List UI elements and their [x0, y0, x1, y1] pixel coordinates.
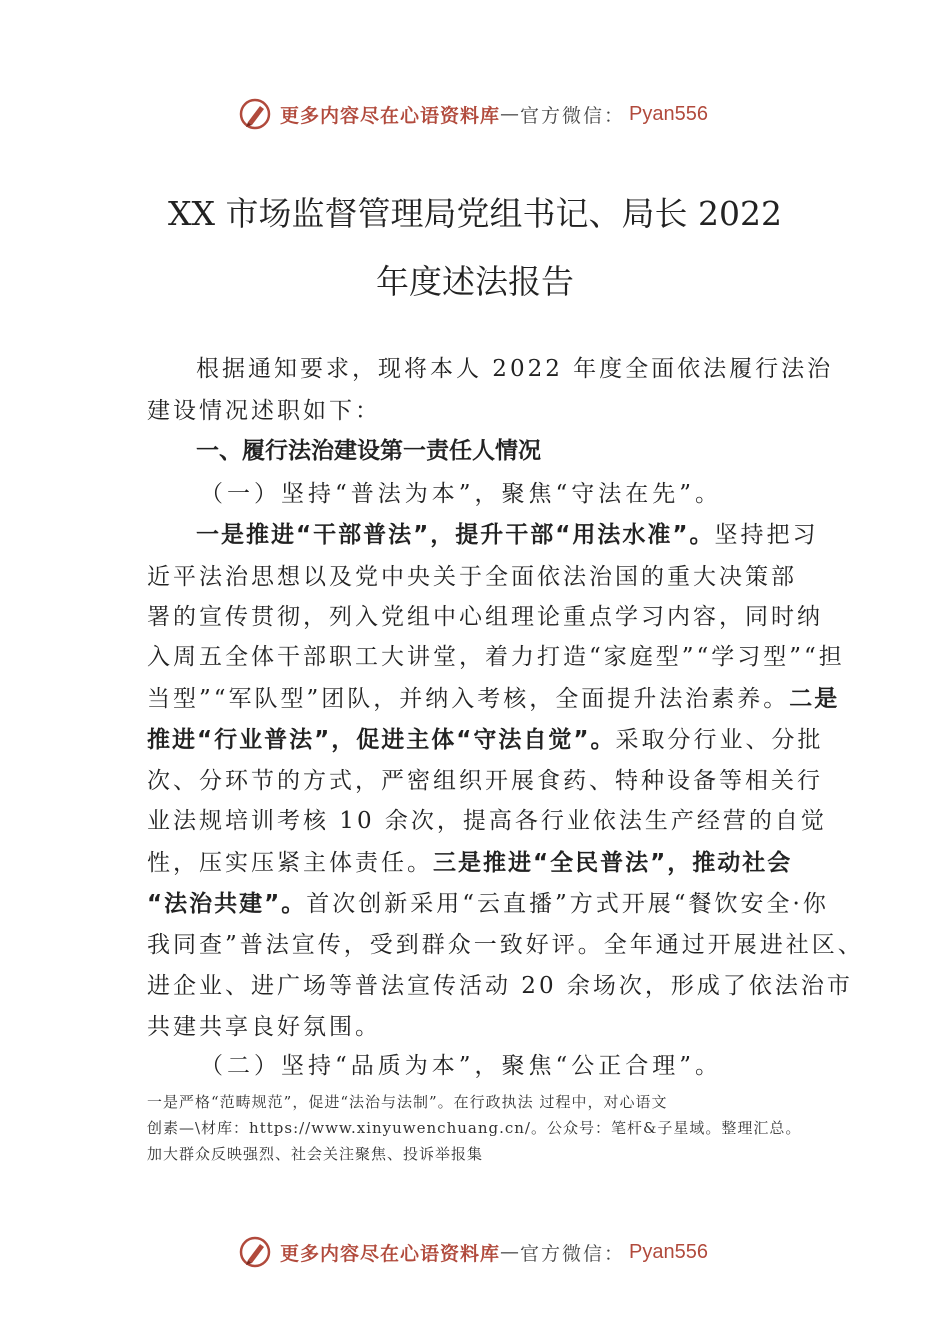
- paragraph-line: [147, 721, 823, 754]
- text-run: 采取分行业、分批: [615, 727, 824, 753]
- pen-logo-icon: [238, 97, 272, 131]
- paragraph-line: 次、分环节的方式，严密组织开展食药、特种设备等相关行: [147, 768, 823, 794]
- banner-wechat-label: 官方微信：: [520, 1242, 626, 1265]
- small-print-line: 一是严格“范畴规范”，促进“法治与法制”。在行政执法 过程中，对心语文: [147, 1093, 668, 1111]
- paragraph-line: 进企业、进广场等普法宣传活动 20 余场次，形成了依法治市: [147, 973, 853, 999]
- header-banner: [238, 94, 708, 134]
- paragraph-line: 共建共享良好氛围。: [147, 1014, 381, 1040]
- text-run: 性，压实压紧主体责任。: [147, 850, 433, 876]
- paragraph-line: [147, 885, 829, 918]
- paragraph-line: 我同查”普法宣传，受到群众一致好评。全年通过开展进社区、: [147, 932, 864, 958]
- banner-text: 更多内容尽在心语资料库: [280, 1242, 501, 1265]
- small-print-line: 创素—\材库：https://www.xinyuwenchuang.cn/。公众号：笔杆&子星域。整理汇总。: [147, 1119, 802, 1137]
- paragraph-line: [147, 680, 839, 713]
- small-print-line: 加大群众反映强烈、社会关注聚焦、投诉举报集: [147, 1145, 484, 1163]
- text-run: 当型”“军队型”团队，并纳入考核，全面提升法治素养。: [147, 686, 790, 712]
- intro-line-2: 建设情况述职如下：: [147, 398, 381, 424]
- paragraph-line: 近平法治思想以及党中央关于全面依法治国的重大决策部: [147, 564, 797, 590]
- banner-wechat-id: Pyan556: [629, 1240, 708, 1263]
- paragraph-line: [196, 516, 818, 549]
- subsection-heading-2: （二）坚持“品质为本”，聚焦“公正合理”。: [200, 1053, 723, 1079]
- bold-phrase: 三是推进“全民普法”，推动社会: [433, 850, 793, 876]
- subsection-heading-1: （一）坚持“普法为本”，聚焦“守法在先”。: [200, 481, 723, 507]
- paragraph-line: 署的宣传贯彻，列入党组中心组理论重点学习内容，同时纳: [147, 604, 823, 630]
- banner-text: 更多内容尽在心语资料库: [280, 104, 501, 127]
- document-title-line2: 年度述法报告: [376, 262, 574, 301]
- bold-phrase: 二是: [789, 686, 840, 712]
- paragraph-line: 入周五全体干部职工大讲堂，着力打造“家庭型”“学习型”“担: [147, 644, 845, 670]
- footer-banner: [238, 1232, 708, 1272]
- document-title-line1: XX 市场监督管理局党组书记、局长 2022: [168, 194, 782, 233]
- banner-wechat-label: 官方微信：: [520, 104, 626, 127]
- pen-logo-icon: [238, 1235, 272, 1269]
- section-heading-1: 一、履行法治建设第一责任人情况: [196, 438, 541, 464]
- banner-separator: —: [500, 1241, 521, 1263]
- text-run: 首次创新采用“云直播”方式开展“餐饮安全·你: [306, 891, 829, 917]
- bold-phrase: 一是推进“干部普法”，提升干部“用法水准”。: [196, 522, 715, 548]
- text-run: 坚持把习: [714, 522, 819, 548]
- paragraph-line: 业法规培训考核 10 余次，提高各行业依法生产经营的自觉: [147, 808, 827, 834]
- bold-phrase: 推进“行业普法”，促进主体“守法自觉”。: [147, 727, 616, 753]
- banner-wechat-id: Pyan556: [629, 102, 708, 125]
- bold-phrase: “法治共建”。: [147, 891, 307, 917]
- banner-separator: —: [500, 103, 521, 125]
- paragraph-line: [147, 844, 792, 877]
- intro-line-1: 根据通知要求，现将本人 2022 年度全面依法履行法治: [196, 356, 834, 382]
